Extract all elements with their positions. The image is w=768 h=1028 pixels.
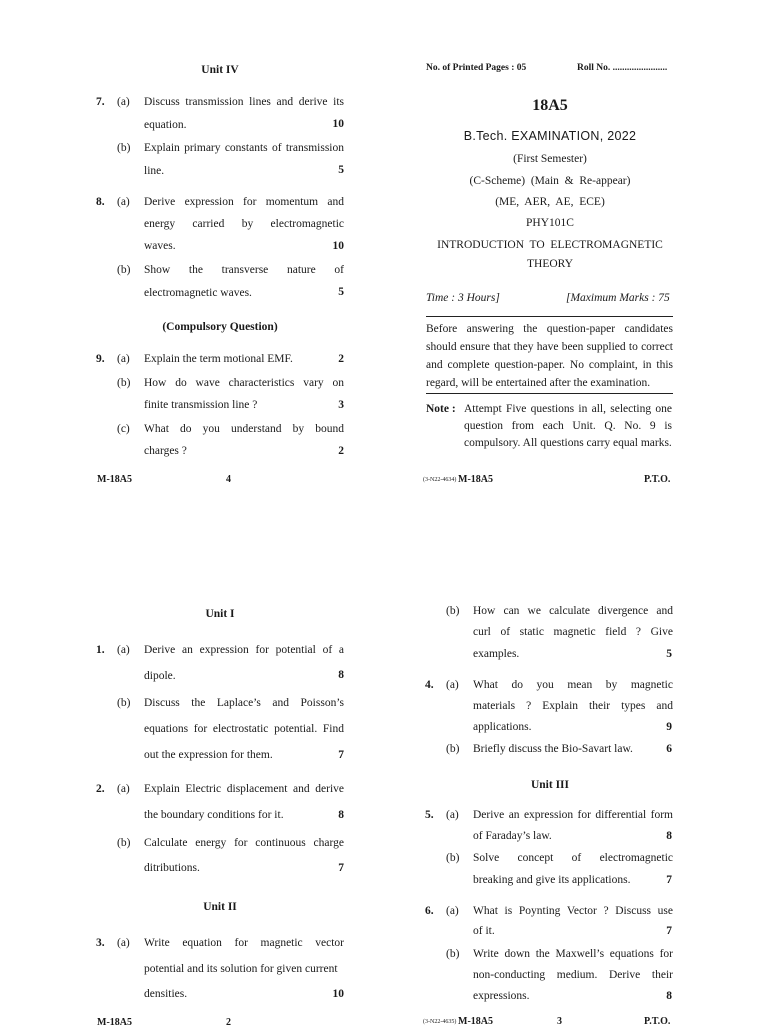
q6b-label: (b) xyxy=(446,948,460,960)
q9b-line1: How do wave characteristics vary on xyxy=(144,377,344,389)
semester: (First Semester) xyxy=(513,153,587,165)
q1a-line2: dipole. xyxy=(144,670,176,682)
rule-top xyxy=(426,316,673,317)
q7b-line2: line. xyxy=(144,165,165,177)
q7b-line1: Explain primary constants of transmission xyxy=(144,142,344,154)
subject-line1: INTRODUCTION TO ELECTROMAGNETIC xyxy=(437,239,663,251)
q5b-line2: breaking and give its applications. xyxy=(473,874,631,886)
q2b-marks: 7 xyxy=(338,862,344,874)
q9c-label: (c) xyxy=(117,423,130,435)
footer-page-number: 4 xyxy=(226,474,231,485)
q1-number: 1. xyxy=(96,644,105,656)
note-line1 xyxy=(464,403,672,415)
branches: (ME, AER, AE, ECE) xyxy=(495,196,605,208)
q1a-marks: 8 xyxy=(338,669,344,681)
q1a-label: (a) xyxy=(117,644,130,656)
q4-number: 4. xyxy=(425,679,434,691)
q4a-line2: materials ? Explain their types and xyxy=(473,700,673,712)
printed-pages: No. of Printed Pages : 05 xyxy=(426,63,527,73)
q1b-label: (b) xyxy=(117,697,131,709)
compulsory-heading: (Compulsory Question) xyxy=(162,321,278,333)
q6a-line1: What is Poynting Vector ? Discuss use xyxy=(473,905,673,917)
scheme: (C-Scheme) (Main & Re-appear) xyxy=(469,175,631,187)
q6a-line2: of it. xyxy=(473,925,495,937)
paper-code: 18A5 xyxy=(532,97,568,114)
q6a-label: (a) xyxy=(446,905,459,917)
q4b-marks: 6 xyxy=(666,743,672,755)
q8-number: 8. xyxy=(96,196,105,208)
q4a-label: (a) xyxy=(446,679,459,691)
instructions-line1: Before answering the question-paper candidates xyxy=(426,323,673,335)
q7b-label: (b) xyxy=(117,142,131,154)
q6b-line1: Write down the Maxwell’s equations for xyxy=(473,948,673,960)
q9b-line2: finite transmission line ? xyxy=(144,399,258,411)
q3b-line1: How can we calculate divergence and xyxy=(473,605,673,617)
q4a-marks: 9 xyxy=(666,721,672,733)
q5a-marks: 8 xyxy=(666,830,672,842)
q1b-line2: equations for electrostatic potential. Find xyxy=(144,723,344,735)
q8a-line3: waves. xyxy=(144,240,176,252)
q7a-marks: 10 xyxy=(332,118,344,130)
q8b-line1: Show the transverse nature of xyxy=(144,264,344,276)
footer-print-code: (3-N22-4634) xyxy=(423,477,457,483)
q4b-label: (b) xyxy=(446,743,460,755)
note-line1-text: Attempt Five questions in all, selecting one xyxy=(464,403,672,415)
footer-code: M-18A5 xyxy=(458,1016,493,1027)
q2b-line2: ditributions. xyxy=(144,862,200,874)
unit-i-heading: Unit I xyxy=(205,608,235,620)
q6a-marks: 7 xyxy=(666,925,672,937)
q3a-line2: potential and its solution for given current xyxy=(144,963,338,975)
q3a-marks: 10 xyxy=(332,988,344,1000)
q3a-label: (a) xyxy=(117,937,130,949)
q8a-line2: energy carried by electromagnetic xyxy=(144,218,344,230)
q4a-line1: What do you mean by magnetic xyxy=(473,679,673,691)
q6b-marks: 8 xyxy=(666,990,672,1002)
roll-no: Roll No. ....................... xyxy=(577,63,668,73)
footer-code: M-18A5 xyxy=(97,474,132,485)
q7-number: 7. xyxy=(96,96,105,108)
note-line2: question from each Unit. Q. No. 9 is xyxy=(464,420,672,432)
q7a-line2: equation. xyxy=(144,119,187,131)
q9c-line2: charges ? xyxy=(144,445,187,457)
q5a-line2: of Faraday’s law. xyxy=(473,830,552,842)
q5a-line1: Derive an expression for differential form xyxy=(473,809,673,821)
q3b-marks: 5 xyxy=(666,648,672,660)
q9c-marks: 2 xyxy=(338,445,344,457)
q9b-label: (b) xyxy=(117,377,131,389)
q2a-line2: the boundary conditions for it. xyxy=(144,809,284,821)
q8b-marks: 5 xyxy=(338,286,344,298)
q1b-marks: 7 xyxy=(338,749,344,761)
q1b-line3: out the expression for them. xyxy=(144,749,273,761)
q8a-line1: Derive expression for momentum and xyxy=(144,196,344,208)
q2b-label: (b) xyxy=(117,837,131,849)
footer-page-number: 2 xyxy=(226,1017,231,1028)
q7b-marks: 5 xyxy=(338,164,344,176)
q6-number: 6. xyxy=(425,905,434,917)
q8a-label: (a) xyxy=(117,196,130,208)
q3b-label: (b) xyxy=(446,605,460,617)
q9b-marks: 3 xyxy=(338,399,344,411)
footer-pto: P.T.O. xyxy=(644,474,671,485)
q6b-line3: expressions. xyxy=(473,990,530,1002)
q9a-marks: 2 xyxy=(338,353,344,365)
q9a-line1: Explain the term motional EMF. xyxy=(144,353,293,365)
q6b-line2: non-conducting medium. Derive their xyxy=(473,969,673,981)
q9-number: 9. xyxy=(96,353,105,365)
course-code: PHY101C xyxy=(526,217,574,229)
q2b-line1: Calculate energy for continuous charge xyxy=(144,837,344,849)
q3b-line3: examples. xyxy=(473,648,520,660)
q4b-line1: Briefly discuss the Bio-Savart law. xyxy=(473,743,633,755)
footer-page-number: 3 xyxy=(557,1016,562,1027)
time-allowed: Time : 3 Hours] xyxy=(426,292,500,304)
rule-bottom xyxy=(426,393,673,394)
q8b-line2: electromagnetic waves. xyxy=(144,287,252,299)
instructions-line2: should ensure that they have been supplied to correct xyxy=(426,341,673,353)
q2a-label: (a) xyxy=(117,783,130,795)
q5a-label: (a) xyxy=(446,809,459,821)
note-label: Note : xyxy=(426,403,456,415)
footer-pto: P.T.O. xyxy=(644,1016,671,1027)
q3a-line3: densities. xyxy=(144,988,188,1000)
q2a-marks: 8 xyxy=(338,809,344,821)
q5-number: 5. xyxy=(425,809,434,821)
q3b-line2: curl of static magnetic field ? Give xyxy=(473,626,673,638)
q3a-line1: Write equation for magnetic vector xyxy=(144,937,344,949)
subject-line2: THEORY xyxy=(527,258,573,270)
q4a-line3: applications. xyxy=(473,721,532,733)
unit-iv-heading: Unit IV xyxy=(201,64,239,76)
q8a-marks: 10 xyxy=(332,240,344,252)
q3-number: 3. xyxy=(96,937,105,949)
q5b-label: (b) xyxy=(446,852,460,864)
q8b-label: (b) xyxy=(117,264,131,276)
q9c-line1: What do you understand by bound xyxy=(144,423,344,435)
q7a-line1: Discuss transmission lines and derive its xyxy=(144,96,344,108)
max-marks: [Maximum Marks : 75 xyxy=(566,292,670,304)
q5b-line1: Solve concept of electromagnetic xyxy=(473,852,673,864)
instructions-line3: and complete question-paper. No complaint, in this xyxy=(426,359,673,371)
unit-iii-heading: Unit III xyxy=(530,779,570,791)
unit-ii-heading: Unit II xyxy=(203,901,237,913)
exam-title: B.Tech. EXAMINATION, 2022 xyxy=(463,129,637,143)
footer-print-code: (3-N22-4635) xyxy=(423,1019,457,1025)
note-line3: compulsory. All questions carry equal marks. xyxy=(464,437,672,449)
q2-number: 2. xyxy=(96,783,105,795)
q7a-label: (a) xyxy=(117,96,130,108)
footer-code: M-18A5 xyxy=(458,474,493,485)
q9a-label: (a) xyxy=(117,353,130,365)
q5b-marks: 7 xyxy=(666,874,672,886)
instructions-line4: regard, will be entertained after the examination. xyxy=(426,377,651,389)
footer-code: M-18A5 xyxy=(97,1017,132,1028)
q1a-line1: Derive an expression for potential of a xyxy=(144,644,344,656)
q2a-line1: Explain Electric displacement and derive xyxy=(144,783,344,795)
q1b-line1: Discuss the Laplace’s and Poisson’s xyxy=(144,697,344,709)
